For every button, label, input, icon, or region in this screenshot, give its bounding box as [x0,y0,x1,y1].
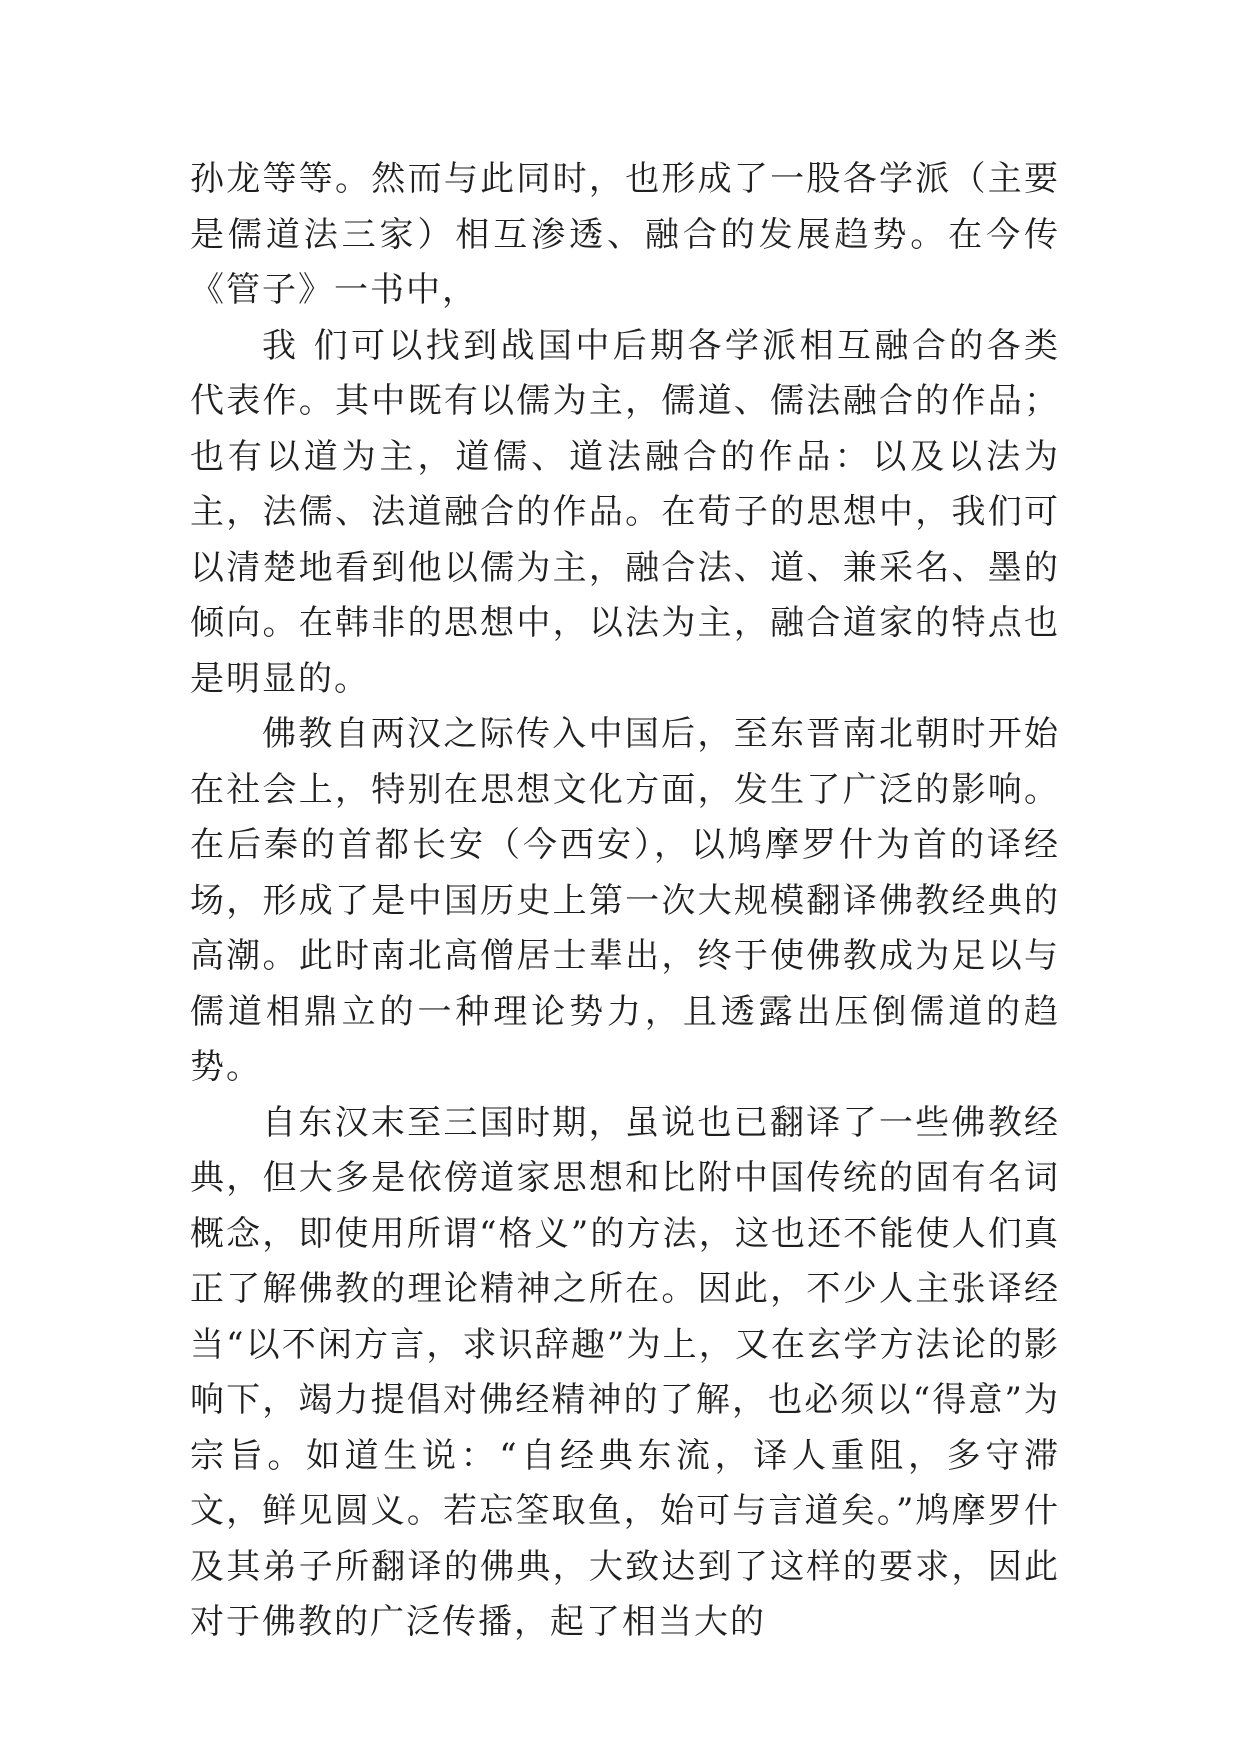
paragraph-2: 我 们可以找到战国中后期各学派相互融合的各类代表作。其中既有以儒为主，儒道、儒法融合的作品；也有以道为主，道儒、道法融合的作品：以及以法为主，法儒、法道融合的作品。在荀子的思想中，我们可以清楚地看到他以儒为主，融合法、道、兼采名、墨的倾向。在韩非的思想中，以法为主，融合道家的特点也是明显的。 [190,325,1060,699]
paragraph-4: 自东汉末至三国时期，虽说也已翻译了一些佛教经典，但大多是依傍道家思想和比附中国传统的固有名词概念，即使用所谓“格义”的方法，这也还不能使人们真正了解佛教的理论精神之所在。因此，不少人主张译经当“以不闲方言，求识辞趣”为上，又在玄学方法论的影响下，竭力提倡对佛经精神的了解，也必须以“得意”为宗旨。如道生说：“自经典东流，译人重阻，多守滞文，鲜见圆义。若忘筌取鱼，始可与言道矣。”鸠摩罗什及其弟子所翻译的佛典，大致达到了这样的要求，因此对于佛教的广泛传播，起了相当大的 [190,1102,1060,1642]
paragraph-3: 佛教自两汉之际传入中国后，至东晋南北朝时开始在社会上，特别在思想文化方面，发生了广泛的影响。在后秦的首都长安（今西安），以鸠摩罗什为首的译经场，形成了是中国历史上第一次大规模翻译佛教经典的高潮。此时南北高僧居士辈出，终于使佛教成为足以与儒道相鼎立的一种理论势力，且透露出压倒儒道的趋势。 [190,714,1060,1087]
paragraph-1: 孙龙等等。然而与此同时，也形成了一股各学派（主要是儒道法三家）相互渗透、融合的发展趋势。在今传《管子》一书中， [190,159,1060,310]
document-body [190,152,1060,1651]
